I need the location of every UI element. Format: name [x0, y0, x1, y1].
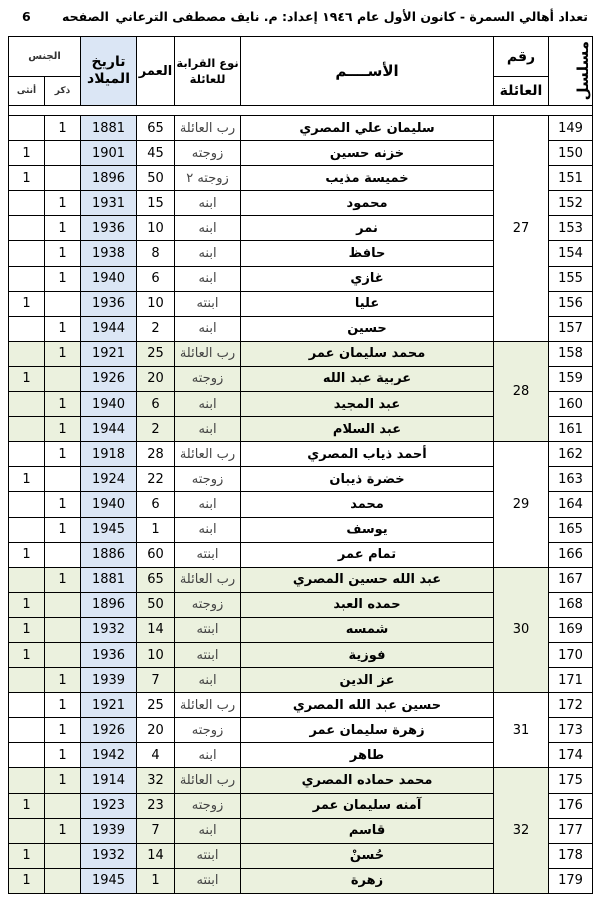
relation-header: نوع القرابة للعائلة	[175, 37, 241, 106]
female-cell	[9, 216, 45, 241]
serial-cell: 169	[549, 617, 593, 642]
birth-year-cell: 1924	[81, 467, 137, 492]
female-cell: 1	[9, 291, 45, 316]
female-cell: 1	[9, 642, 45, 667]
name-cell: خزنه حسين	[241, 141, 494, 166]
birth-year-cell: 1901	[81, 141, 137, 166]
female-cell: 1	[9, 617, 45, 642]
female-cell	[9, 768, 45, 793]
serial-cell: 162	[549, 442, 593, 467]
birth-year-cell: 1936	[81, 291, 137, 316]
serial-cell: 178	[549, 843, 593, 868]
age-cell: 50	[137, 592, 175, 617]
female-cell	[9, 266, 45, 291]
name-cell: آمنه سليمان عمر	[241, 793, 494, 818]
relation-cell: زوجته	[175, 718, 241, 743]
male-cell	[45, 793, 81, 818]
birth-year-header: تاريخ الميلاد	[81, 37, 137, 106]
male-cell	[45, 843, 81, 868]
male-cell: 1	[45, 718, 81, 743]
name-cell: حسين	[241, 316, 494, 341]
female-cell	[9, 392, 45, 417]
name-cell: خضرة ذيبان	[241, 467, 494, 492]
name-cell: عبد السلام	[241, 417, 494, 442]
male-cell: 1	[45, 341, 81, 366]
name-header: الأســــم	[241, 37, 494, 106]
male-cell: 1	[45, 191, 81, 216]
birth-year-cell: 1896	[81, 166, 137, 191]
male-cell: 1	[45, 492, 81, 517]
serial-cell: 155	[549, 266, 593, 291]
age-cell: 32	[137, 768, 175, 793]
male-cell	[45, 592, 81, 617]
male-cell: 1	[45, 818, 81, 843]
age-cell: 15	[137, 191, 175, 216]
sex-header: الجنس	[9, 37, 81, 77]
name-cell: حسين عبد الله المصري	[241, 693, 494, 718]
name-cell: محمود	[241, 191, 494, 216]
name-cell: حافظ	[241, 241, 494, 266]
name-cell: زهرة سليمان عمر	[241, 718, 494, 743]
birth-year-cell: 1938	[81, 241, 137, 266]
relation-cell: رب العائلة	[175, 442, 241, 467]
male-cell: 1	[45, 266, 81, 291]
serial-cell: 161	[549, 417, 593, 442]
serial-cell: 173	[549, 718, 593, 743]
birth-year-cell: 1923	[81, 793, 137, 818]
census-table	[8, 36, 593, 894]
relation-cell: رب العائلة	[175, 116, 241, 141]
female-cell: 1	[9, 542, 45, 567]
birth-year-cell: 1921	[81, 693, 137, 718]
age-cell: 65	[137, 567, 175, 592]
birth-year-cell: 1940	[81, 492, 137, 517]
male-cell: 1	[45, 116, 81, 141]
age-cell: 6	[137, 392, 175, 417]
age-cell: 60	[137, 542, 175, 567]
serial-cell: 166	[549, 542, 593, 567]
serial-cell: 171	[549, 668, 593, 693]
relation-cell: زوجته	[175, 793, 241, 818]
family-number-header-bottom: العائلة	[494, 77, 549, 106]
female-cell: 1	[9, 868, 45, 893]
serial-cell: 157	[549, 316, 593, 341]
table-row	[9, 341, 593, 366]
age-cell: 10	[137, 642, 175, 667]
name-cell: أحمد ذياب المصري	[241, 442, 494, 467]
age-cell: 2	[137, 417, 175, 442]
relation-cell: ابنه	[175, 492, 241, 517]
serial-cell: 151	[549, 166, 593, 191]
serial-cell: 149	[549, 116, 593, 141]
birth-year-cell: 1939	[81, 668, 137, 693]
male-cell: 1	[45, 417, 81, 442]
age-cell: 20	[137, 718, 175, 743]
serial-cell: 174	[549, 743, 593, 768]
birth-year-cell: 1940	[81, 266, 137, 291]
serial-cell: 179	[549, 868, 593, 893]
birth-year-cell: 1945	[81, 517, 137, 542]
male-cell: 1	[45, 216, 81, 241]
age-cell: 22	[137, 467, 175, 492]
family-number-cell: 27	[494, 116, 549, 342]
female-cell: 1	[9, 793, 45, 818]
relation-cell: زوجته	[175, 592, 241, 617]
relation-cell: ابنه	[175, 316, 241, 341]
birth-year-cell: 1886	[81, 542, 137, 567]
name-cell: حُسنْ	[241, 843, 494, 868]
age-cell: 25	[137, 341, 175, 366]
female-cell	[9, 492, 45, 517]
birth-year-cell: 1932	[81, 843, 137, 868]
family-number-header-top: رقم	[494, 37, 549, 77]
serial-cell: 176	[549, 793, 593, 818]
male-cell	[45, 542, 81, 567]
name-cell: غازي	[241, 266, 494, 291]
page-number: 6	[22, 9, 31, 24]
relation-cell: رب العائلة	[175, 693, 241, 718]
table-row	[9, 116, 593, 141]
relation-cell: ابنه	[175, 191, 241, 216]
name-cell: محمد حماده المصري	[241, 768, 494, 793]
female-cell	[9, 567, 45, 592]
birth-year-cell: 1936	[81, 216, 137, 241]
female-cell	[9, 241, 45, 266]
relation-cell: رب العائلة	[175, 768, 241, 793]
name-cell: خميسة مذيب	[241, 166, 494, 191]
male-cell: 1	[45, 693, 81, 718]
female-cell: 1	[9, 843, 45, 868]
birth-year-cell: 1942	[81, 743, 137, 768]
relation-cell: زوجته	[175, 366, 241, 391]
age-cell: 10	[137, 216, 175, 241]
age-cell: 14	[137, 843, 175, 868]
serial-cell: 150	[549, 141, 593, 166]
birth-year-cell: 1896	[81, 592, 137, 617]
age-cell: 45	[137, 141, 175, 166]
female-cell: 1	[9, 592, 45, 617]
male-cell	[45, 366, 81, 391]
name-cell: يوسف	[241, 517, 494, 542]
family-number-cell: 29	[494, 442, 549, 567]
page-label: الصفحه	[62, 9, 109, 24]
male-cell: 1	[45, 768, 81, 793]
relation-cell: ابنته	[175, 617, 241, 642]
age-cell: 8	[137, 241, 175, 266]
serial-cell: 158	[549, 341, 593, 366]
relation-cell: زوجته	[175, 141, 241, 166]
serial-cell: 154	[549, 241, 593, 266]
serial-cell: 177	[549, 818, 593, 843]
birth-year-cell: 1945	[81, 868, 137, 893]
male-cell	[45, 467, 81, 492]
age-cell: 6	[137, 266, 175, 291]
family-number-cell: 31	[494, 693, 549, 768]
relation-cell: زوجته	[175, 467, 241, 492]
name-cell: محمد سليمان عمر	[241, 341, 494, 366]
male-cell: 1	[45, 241, 81, 266]
relation-cell: ابنه	[175, 417, 241, 442]
name-cell: فوزية	[241, 642, 494, 667]
male-cell: 1	[45, 517, 81, 542]
female-cell: 1	[9, 366, 45, 391]
male-header: ذكر	[45, 77, 81, 106]
relation-cell: ابنته	[175, 542, 241, 567]
female-header: أنثى	[9, 77, 45, 106]
relation-cell: ابنه	[175, 668, 241, 693]
name-cell: عبد المجيد	[241, 392, 494, 417]
age-cell: 1	[137, 517, 175, 542]
female-cell	[9, 668, 45, 693]
male-cell	[45, 868, 81, 893]
name-cell: عربية عبد الله	[241, 366, 494, 391]
serial-cell: 163	[549, 467, 593, 492]
birth-year-cell: 1939	[81, 818, 137, 843]
age-cell: 7	[137, 668, 175, 693]
name-cell: حمده العبد	[241, 592, 494, 617]
relation-cell: ابنته	[175, 843, 241, 868]
age-cell: 25	[137, 693, 175, 718]
birth-year-cell: 1936	[81, 642, 137, 667]
male-cell	[45, 617, 81, 642]
serial-cell: 153	[549, 216, 593, 241]
female-cell: 1	[9, 166, 45, 191]
female-cell	[9, 743, 45, 768]
name-cell: شمسه	[241, 617, 494, 642]
relation-cell: زوجته ٢	[175, 166, 241, 191]
name-cell: تمام عمر	[241, 542, 494, 567]
relation-cell: ابنه	[175, 743, 241, 768]
birth-year-cell: 1926	[81, 366, 137, 391]
table-row	[9, 693, 593, 718]
age-cell: 2	[137, 316, 175, 341]
name-cell: نمر	[241, 216, 494, 241]
family-number-cell: 28	[494, 341, 549, 441]
female-cell	[9, 417, 45, 442]
birth-year-cell: 1944	[81, 417, 137, 442]
male-cell: 1	[45, 567, 81, 592]
birth-year-cell: 1914	[81, 768, 137, 793]
table-row	[9, 567, 593, 592]
birth-year-cell: 1940	[81, 392, 137, 417]
relation-cell: ابنه	[175, 517, 241, 542]
table-row	[9, 442, 593, 467]
relation-cell: ابنه	[175, 241, 241, 266]
table-row	[9, 768, 593, 793]
female-cell	[9, 191, 45, 216]
name-cell: زهرة	[241, 868, 494, 893]
male-cell	[45, 291, 81, 316]
serial-cell: 167	[549, 567, 593, 592]
birth-year-cell: 1881	[81, 567, 137, 592]
serial-header: مسلسل	[549, 37, 593, 106]
male-cell: 1	[45, 392, 81, 417]
serial-cell: 156	[549, 291, 593, 316]
serial-cell: 175	[549, 768, 593, 793]
serial-cell: 168	[549, 592, 593, 617]
male-cell: 1	[45, 668, 81, 693]
serial-cell: 165	[549, 517, 593, 542]
name-cell: محمد	[241, 492, 494, 517]
relation-cell: ابنه	[175, 818, 241, 843]
birth-year-cell: 1921	[81, 341, 137, 366]
birth-year-cell: 1944	[81, 316, 137, 341]
male-cell: 1	[45, 316, 81, 341]
relation-cell: ابنته	[175, 642, 241, 667]
age-cell: 20	[137, 366, 175, 391]
age-cell: 1	[137, 868, 175, 893]
age-cell: 28	[137, 442, 175, 467]
male-cell	[45, 166, 81, 191]
name-cell: طاهر	[241, 743, 494, 768]
female-cell	[9, 517, 45, 542]
family-number-cell: 30	[494, 567, 549, 692]
relation-cell: ابنه	[175, 216, 241, 241]
female-cell	[9, 341, 45, 366]
name-cell: عليا	[241, 291, 494, 316]
serial-cell: 170	[549, 642, 593, 667]
serial-cell: 152	[549, 191, 593, 216]
age-cell: 4	[137, 743, 175, 768]
serial-cell: 164	[549, 492, 593, 517]
age-cell: 6	[137, 492, 175, 517]
male-cell: 1	[45, 743, 81, 768]
name-cell: عبد الله حسين المصري	[241, 567, 494, 592]
age-cell: 14	[137, 617, 175, 642]
relation-cell: رب العائلة	[175, 567, 241, 592]
relation-cell: ابنته	[175, 291, 241, 316]
name-cell: سليمان علي المصري	[241, 116, 494, 141]
age-header: العمر	[137, 37, 175, 106]
female-cell	[9, 316, 45, 341]
birth-year-cell: 1881	[81, 116, 137, 141]
female-cell: 1	[9, 467, 45, 492]
age-cell: 65	[137, 116, 175, 141]
serial-cell: 160	[549, 392, 593, 417]
page-title: تعداد أهالي السمرة - كانون الأول عام ١٩٤٦ إعداد: م. نايف مصطفى الترعاني	[115, 9, 588, 24]
female-cell	[9, 116, 45, 141]
page-header	[0, 0, 600, 34]
table-body	[9, 116, 593, 894]
male-cell	[45, 141, 81, 166]
name-cell: قاسم	[241, 818, 494, 843]
name-cell: عز الدين	[241, 668, 494, 693]
birth-year-cell: 1931	[81, 191, 137, 216]
female-cell	[9, 442, 45, 467]
age-cell: 10	[137, 291, 175, 316]
female-cell: 1	[9, 141, 45, 166]
age-cell: 7	[137, 818, 175, 843]
age-cell: 23	[137, 793, 175, 818]
table-header	[9, 37, 593, 116]
male-cell: 1	[45, 442, 81, 467]
relation-cell: ابنه	[175, 392, 241, 417]
birth-year-cell: 1918	[81, 442, 137, 467]
male-cell	[45, 642, 81, 667]
age-cell: 50	[137, 166, 175, 191]
female-cell	[9, 818, 45, 843]
female-cell	[9, 693, 45, 718]
serial-cell: 172	[549, 693, 593, 718]
birth-year-cell: 1932	[81, 617, 137, 642]
relation-cell: رب العائلة	[175, 341, 241, 366]
female-cell	[9, 718, 45, 743]
family-number-cell: 32	[494, 768, 549, 893]
birth-year-cell: 1926	[81, 718, 137, 743]
serial-cell: 159	[549, 366, 593, 391]
relation-cell: ابنته	[175, 868, 241, 893]
relation-cell: ابنه	[175, 266, 241, 291]
